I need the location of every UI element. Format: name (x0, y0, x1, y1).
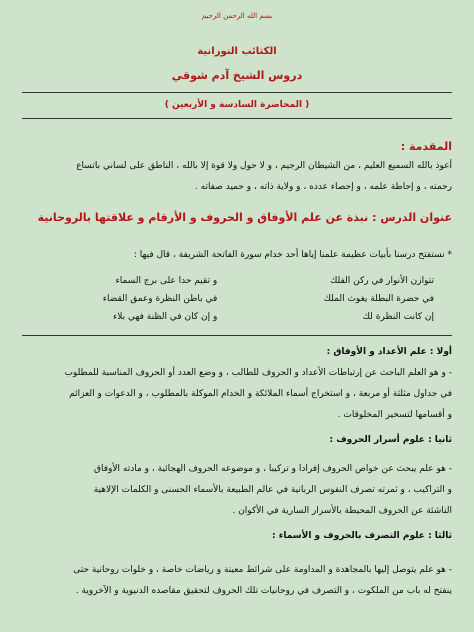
document-title: الكتائب النورانية (197, 46, 277, 57)
section1-line: في جداول مثلثة أو مربعة ، و استخراج أسماء الملائكة و الخدام الموكلة بالمطلوب ، و الدعوات و العزائم (69, 389, 452, 399)
poem-hemistich: في حضرة البطلة يغوث الملك (323, 294, 434, 304)
section3-line: - هو علم يتوصل إليها بالمجاهدة و المداومة على شرائط معينة و رياضات خاصة ، و خلوات روحانية حتى (73, 565, 452, 575)
lesson-opening: * نستفتح درسنا بأبيات عظيمة علمنا إياها أحد خدام سورة الفاتحة الشريفة ، قال فيها : (133, 250, 452, 260)
lesson-heading: عنوان الدرس : نبذة عن علم الأوفاق و الحروف و الأرقام و علاقتها بالروحانية (37, 211, 452, 224)
poem-verse (40, 308, 434, 326)
basmala: بسم الله الرحمن الرحيم (201, 12, 273, 20)
section1-paragraph (22, 363, 452, 426)
divider (22, 335, 452, 336)
section1-heading: أولا : علم الأعداد و الأوفاق : (326, 347, 452, 357)
section2-paragraph (22, 459, 452, 522)
poem-verse (40, 272, 434, 290)
section1-line: - و هو العلم الباحث عن إرتباطات الأعداد و الحروف للطالب ، و وضع العدد أو الحروف المناسبة للمطلوب (64, 368, 452, 378)
section2-line: - هو علم يبحث عن خواص الحروف إفرادا و تركيبا ، و موضوعه الحروف الهجائية ، و مادته الأوفاق (94, 464, 452, 474)
poem-hemistich: تتوازن الأنوار في ركن الفلك (329, 276, 434, 286)
section2-line: الناشئة عن الحروف المحيطة بالأسرار السارية في الأكوان . (232, 506, 452, 516)
document-subtitle: دروس الشيخ آدم شوقي (171, 69, 303, 82)
section3-paragraph (22, 560, 452, 602)
poem-verse (40, 290, 434, 308)
section1-line: و أقسامها لتسخير المخلوقات . (337, 410, 452, 420)
divider (22, 92, 452, 93)
intro-line: رحمته ، و إحاطة علمه ، و إحصاء عدده ، و ولاية ذاته ، و حميد صفاته . (194, 182, 452, 192)
section3-heading: ثالثا : علوم التصرف بالحروف و الأسماء : (272, 531, 452, 541)
section2-heading: ثانيا : علوم أسرار الحروف : (329, 435, 452, 445)
poem-hemistich: و إن كان في الظنة فهي بلاء (113, 312, 218, 322)
intro-line: أعوذ بالله السميع العليم ، من الشيطان الرجيم ، و لا حول ولا قوة إلا بالله ، الناطق على لساني باتساع (76, 161, 452, 171)
poem-hemistich: في باطن النظرة وعمق القضاء (102, 294, 218, 304)
poem (40, 272, 434, 326)
poem-hemistich: و تقيم حدا على برج السماء (115, 276, 218, 286)
lecture-number: ( المحاضرة السادسة و الأربعين ) (164, 100, 310, 110)
intro-paragraph (22, 156, 452, 198)
poem-hemistich: إن كانت النظرة لك (362, 312, 434, 322)
divider (22, 118, 452, 119)
intro-heading: المقدمة : (400, 140, 452, 153)
section3-line: ينفتح له باب من الملكوت ، و التصرف في روحانيات تلك الحروف لتحقيق مقاصده الدنيوية و الآخروية . (75, 586, 452, 596)
section2-line: و التراكيب ، و ثمرته تصرف النفوس الربانية في عالم الطبيعة بالأسماء الحسنى و الكلمات الإلاهية (93, 485, 452, 495)
